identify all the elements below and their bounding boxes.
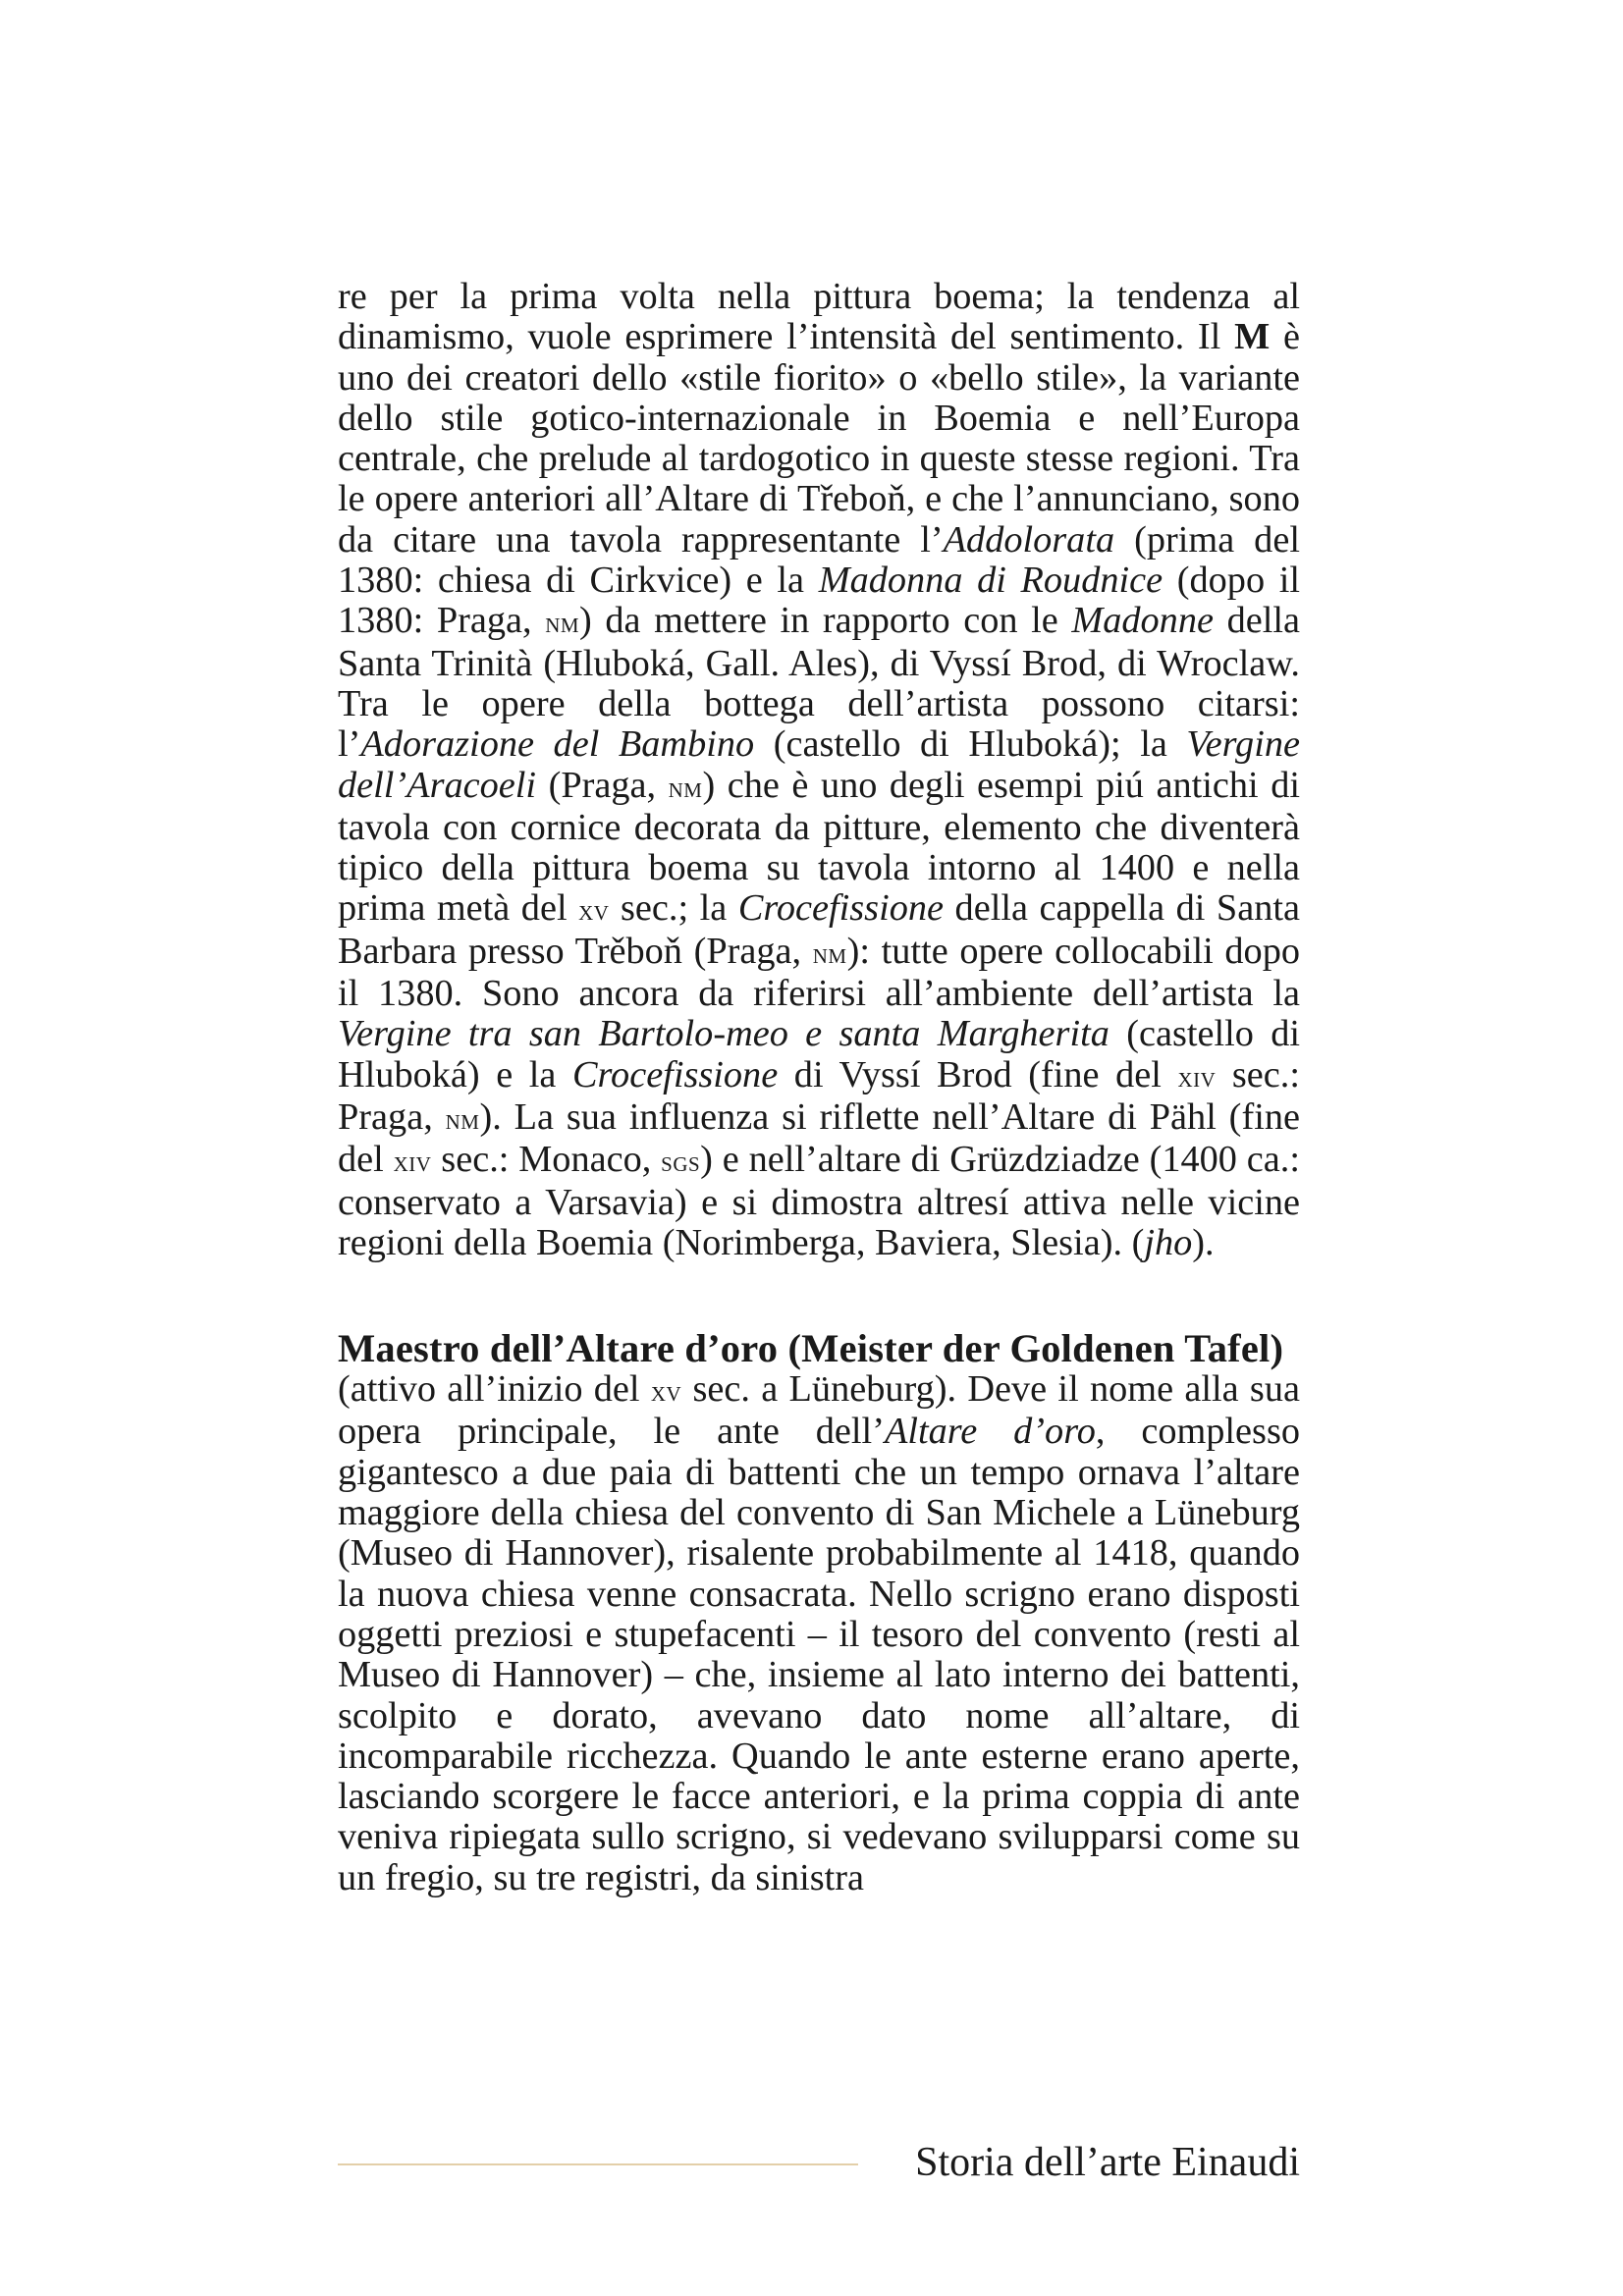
century-numeral: xv — [578, 894, 610, 928]
entry-heading: Maestro dell’Altare d’oro (Meister der Goldenen Tafel) — [338, 1326, 1284, 1371]
artwork-title: Madonne — [1071, 600, 1214, 642]
page-footer — [338, 2138, 1300, 2187]
artwork-title: Addolorata — [943, 518, 1115, 561]
page-body — [338, 277, 1300, 1898]
artwork-title: Vergine tra san Bartolo-meo e santa Margherita — [338, 1013, 1109, 1055]
museum-abbreviation: nm — [668, 771, 703, 804]
century-numeral: xiv — [393, 1146, 432, 1179]
artwork-title: Vergine dell’Aracoeli — [338, 723, 1300, 806]
publication-title: Storia dell’arte Einaudi — [915, 2140, 1300, 2185]
entry-continuation-paragraph: re per la prima volta nella pittura boema; la tendenza al dinamismo, vuole esprimere l’intensità del sentimento. Il M è uno dei creatori dello «stile fiorito» o «bello stile», la variante dello stile gotico-internazionale in Boemia e nell’Europa centrale, che prelude al tardogotico in queste stesse regioni. Tra le opere anteriori all’Altare di Třeboň, e che l’annunciano, sono da citare una tavola rappresentante l’Addolorata (prima del 1380: chiesa di Cirkvice) e la Madonna di Roudnice (dopo il 1380: Praga, nm) da mettere in rapporto con le Madonne della Santa Trinità (Hluboká, Gall. Ales), di Vyssí Brod, di Wroclaw. Tra le opere della bottega dell’artista possono citarsi: l’Adorazione del Bambino (castello di Hluboká); la Vergine dell’Aracoeli (Praga, nm) che è uno degli esempi piú antichi di tavola con cornice decorata da pitture, elemento che diventerà tipico della pittura boema su tavola intorno al 1400 e nella prima metà del xv sec.; la Crocefissione della cappella di Santa Barbara presso Trěboň (Praga, nm): tutte opere collocabili dopo il 1380. Sono ancora da riferirsi all’ambiente dell’artista la Vergine tra san Bartolo-meo e santa Margherita (castello di Hluboká) e la Crocefissione di Vyssí Brod (fine del xiv sec.: Praga, nm). La sua influenza si riflette nell’Altare di Pähl (fine del xiv sec.: Monaco, sgs) e nell’altare di Grüzdziadze (1400 ca.: conservato a Varsavia) e si dimostra altresí attiva nelle vicine regioni della Boemia (Norimberga, Baviera, Slesia). (jho). — [338, 276, 1301, 1263]
artwork-title: Altare d’oro — [884, 1411, 1096, 1453]
century-numeral: xv — [650, 1375, 682, 1409]
artwork-title: Crocefissione — [572, 1053, 779, 1095]
century-numeral: xiv — [1177, 1060, 1217, 1094]
artwork-title: Adorazione del Bambino — [360, 723, 755, 766]
museum-abbreviation: nm — [812, 936, 847, 970]
artwork-title: Crocefissione — [737, 887, 945, 930]
master-abbreviation: M — [1234, 316, 1271, 358]
museum-abbreviation: nm — [545, 607, 580, 640]
artwork-title: Madonna di Roudnice — [818, 560, 1163, 602]
author-initials: jho — [1144, 1221, 1193, 1263]
museum-abbreviation: sgs — [661, 1146, 701, 1179]
footer-rule — [338, 2163, 858, 2165]
entry-paragraph: (attivo all’inizio del xv sec. a Lüneburg). Deve il nome alla sua opera principale, le ante dell’Altare d’oro, complesso gigantesco a due paia di battenti che un tempo ornava l’altare maggiore della chiesa del convento di San Michele a Lüneburg (Museo di Hannover), risalente probabilmente al 1418, quando la nuova chiesa venne consacrata. Nello scrigno erano disposti oggetti preziosi e stupefacenti – il tesoro del convento (resti al Museo di Hannover) – che, insieme al lato interno dei battenti, scolpito e dorato, avevano dato nome all’altare, di incomparabile ricchezza. Quando le ante esterne erano aperte, lasciando scorgere le facce anteriori, e la prima coppia di ante veniva ripiegata sullo scrigno, si vedevano svilupparsi come su un fregio, su tre registri, da sinistra — [338, 1368, 1300, 1898]
museum-abbreviation: nm — [445, 1102, 480, 1136]
